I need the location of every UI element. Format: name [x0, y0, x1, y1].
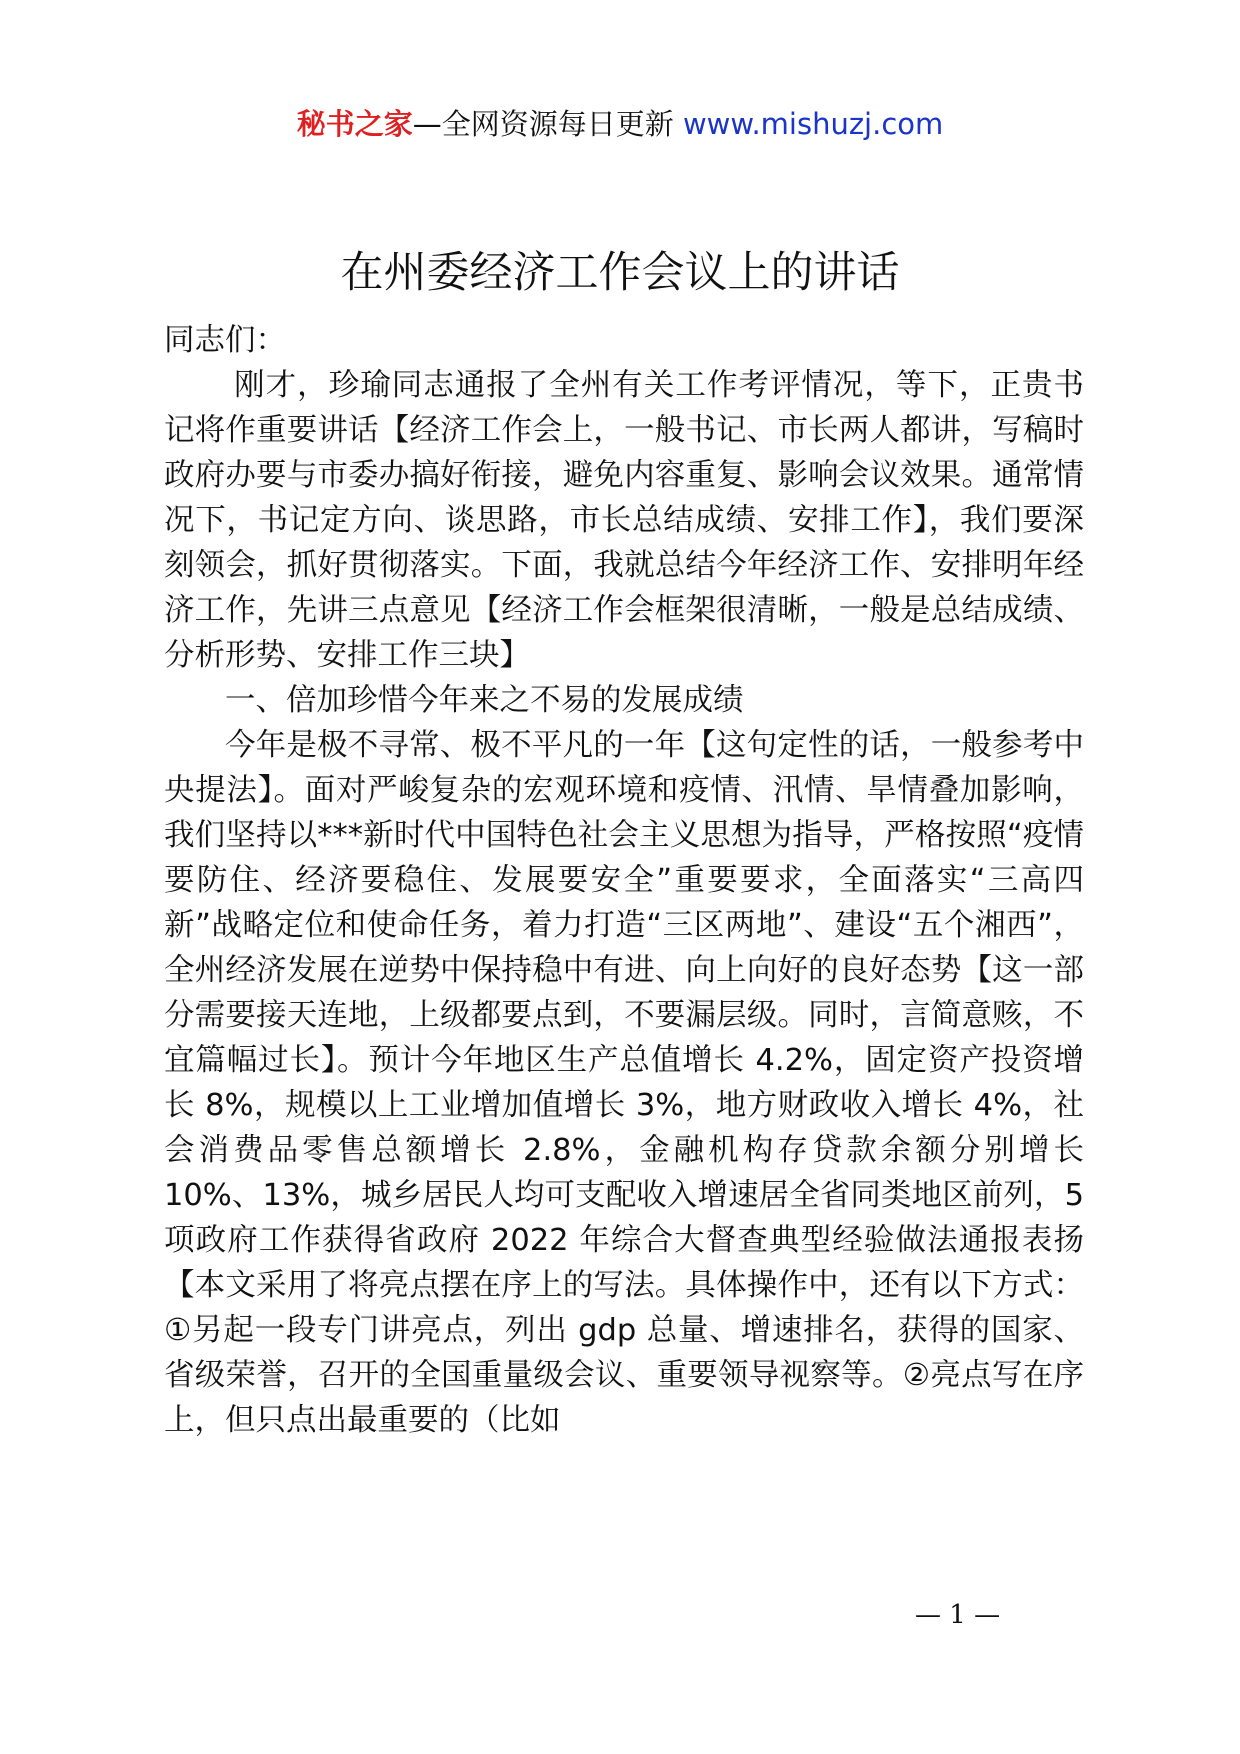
document-title: 在州委经济工作会议上的讲话 — [340, 248, 900, 298]
header-tagline: —全网资源每日更新 — [412, 107, 683, 141]
header-banner — [0, 104, 1240, 144]
header-url[interactable]: www.mishuzj.com — [682, 107, 944, 141]
document-body — [164, 318, 1084, 1443]
opening-paragraph: 刚才，珍瑜同志通报了全州有关工作考评情况，等下，正贵书记将作重要讲话【经济工作会上，一般书记、市长两人都讲，写稿时政府办要与市委办搞好衔接，避免内容重复、影响会议效果。通常情况下，书记定方向、谈思路，市长总结成绩、安排工作】，我们要深刻领会，抓好贯彻落实。下面，我就总结今年经济工作、安排明年经济工作，先讲三点意见【经济工作会框架很清晰，一般是总结成绩、分析形势、安排工作三块】 — [164, 368, 1084, 673]
salutation: 同志们： — [164, 323, 286, 358]
section-paragraph: 今年是极不寻常、极不平凡的一年【这句定性的话，一般参考中央提法】。面对严峻复杂的宏观环境和疫情、汛情、旱情叠加影响，我们坚持以***新时代中国特色社会主义思想为指导，严格按照“疫情要防住、经济要稳住、发展要安全”重要要求，全面落实“三高四新”战略定位和使命任务，着力打造“三区两地”、建设“五个湘西”，全州经济发展在逆势中保持稳中有进、向上向好的良好态势【这一部分需要接天连地，上级都要点到，不要漏层级。同时，言简意赅，不宜篇幅过长】。预计今年地区生产总值增长 4.2%，固定资产投资增长 8%，规模以上工业增加值增长 3%，地方财政收入增长 4%，社会消费品零售总额增长 2.8%，金融机构存贷款余额分别增长 10%、13%，城乡居民人均可支配收入增速居全省同类地区前列，5 项政府工作获得省政府 2022 年综合大督查典型经验做法通报表扬【本文采用了将亮点摆在序上的写法。具体操作中，还有以下方式：①另起一段专门讲亮点，列出 gdp 总量、增速排名，获得的国家、省级荣誉，召开的全国重量级会议、重要领导视察等。②亮点写在序上，但只点出最重要的（比如 — [164, 728, 1084, 1438]
header-brand: 秘书之家 — [296, 107, 413, 141]
page-number: — 1 — — [915, 1600, 1001, 1630]
section-heading: 一、倍加珍惜今年来之不易的发展成绩 — [225, 683, 744, 718]
